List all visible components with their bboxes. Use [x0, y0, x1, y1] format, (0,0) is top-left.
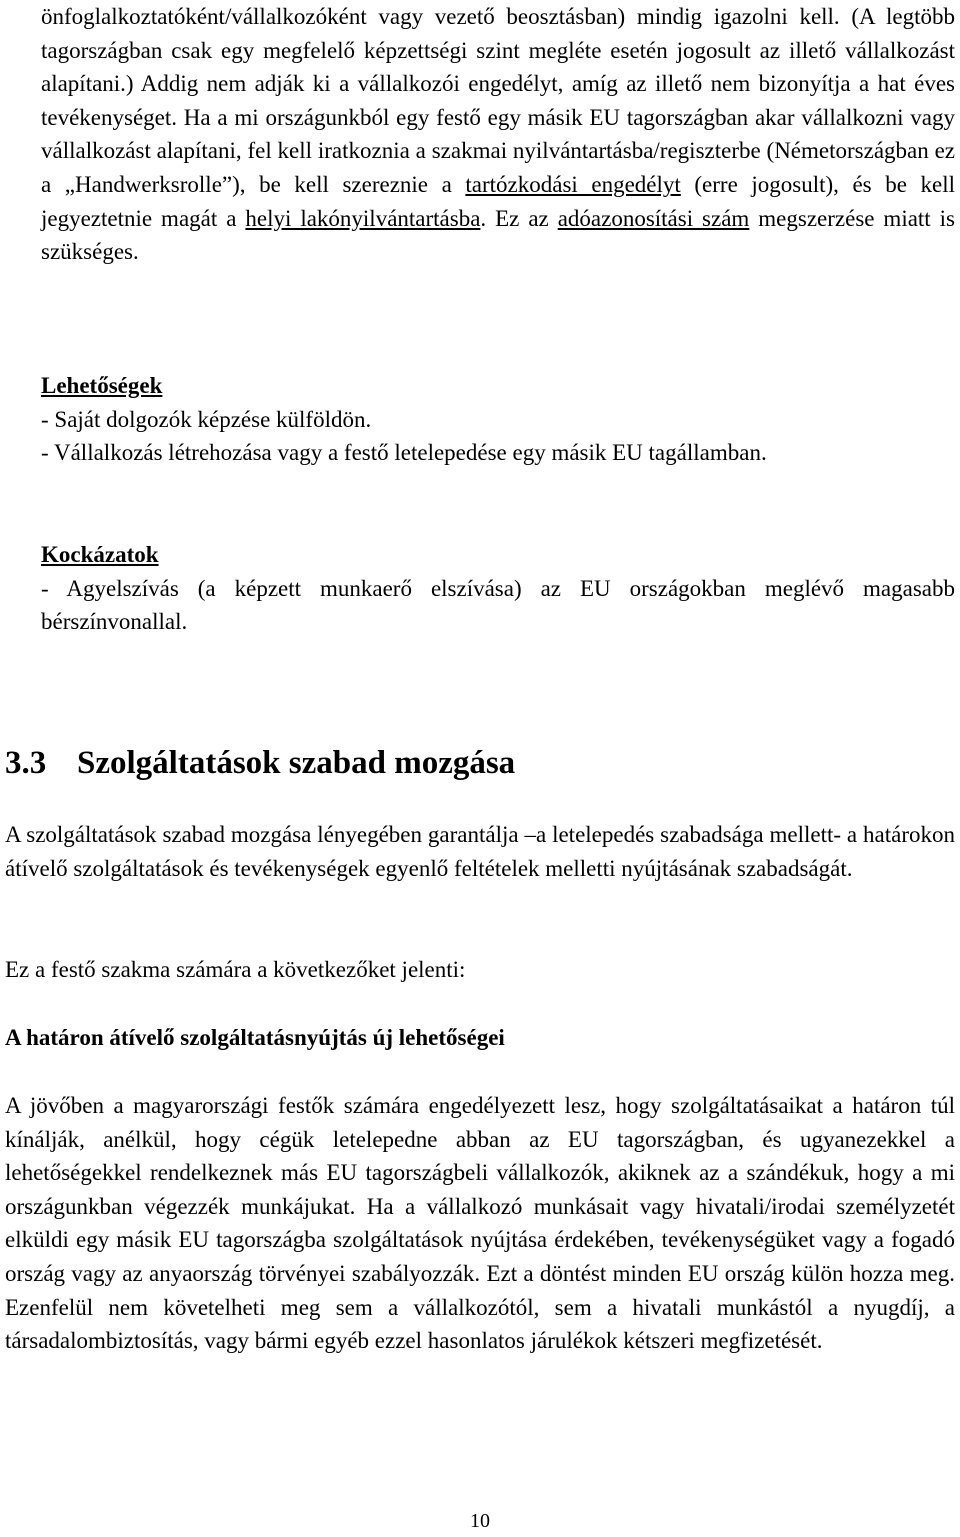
paragraph-text: (erre jogosult), és be kell jegyeztetnie magát a — [41, 171, 956, 231]
page-number: 10 — [470, 1510, 490, 1532]
link-residence-permit[interactable]: tartózkodási engedélyt — [465, 171, 681, 197]
section-heading — [5, 739, 515, 787]
list-item: - Agyelszívás (a képzett munkaerő elszívása) az EU országokban meglévő magasabb bérszínvonallal. — [41, 575, 955, 635]
list-item: - Vállalkozás létrehozása vagy a festő letelepedése egy másik EU tagállamban. — [41, 440, 767, 466]
section-number: 3.3 — [5, 745, 47, 781]
paragraph-text: megszerzése miatt is szükséges. — [41, 205, 955, 265]
paragraph-text: önfoglalkoztatóként/vállalkozóként vagy vezető beosztásban) mindig igazolni kell. (A legtöbb tagországban csak egy megfelelő képzettségi szint megléte esetén jogosult az illető vállalkozást alapítani.) Addig nem adják ki a vállalkozói engedélyt, amíg az illető nem bizonyítja a hat éves tevékenységet. Ha a mi országunkból egy festő egy másik EU tagországban akar vállalkozni vagy vállalkozást alapítani, fel kell iratkoznia a szakmai nyilvántartásba/regiszterbe (Németországban ez a „Handwerksrolle”), be kell szereznie a — [41, 4, 955, 197]
opportunities-section — [41, 369, 955, 470]
body-paragraph-establishment — [41, 0, 955, 269]
body-paragraph-future: A jövőben a magyarországi festők számára engedélyezett lesz, hogy szolgáltatásaikat a határon túl kínálják, anélkül, hogy cégük letelepedne abban az EU tagországban, és ugyanezekkel a lehetőségekkel rendelkeznek más EU tagországbeli vállalkozók, akiknek az a szándékuk, hogy a mi országunkban végezzék munkájukat. Ha a vállalkozó munkásait vagy hivatali/irodai személyzetét elküldi egy másik EU tagországba szolgáltatások nyújtása érdekében, tevékenységüket vagy a fogadó ország vagy az anyaország törvényei szabályozzák. Ezt a döntést minden EU ország külön hozza meg. Ezenfelül nem követelheti meg sem a vállalkozótól, sem a hivatali munkástól a nyugdíj, a társadalombiztosítás, vagy bármi egyéb ezzel hasonlatos járulékok kétszeri megfizetését. — [5, 1093, 955, 1354]
paragraph-text: . Ez az — [480, 205, 558, 231]
link-tax-id[interactable]: adóazonosítási szám — [557, 205, 750, 231]
link-local-registry[interactable]: helyi lakónyilvántartásba — [245, 205, 481, 231]
section-title: Szolgáltatások szabad mozgása — [77, 745, 516, 781]
body-paragraph-intro: A szolgáltatások szabad mozgása lényegében garantálja –a letelepedés szabadsága mellett- a határokon átívelő szolgáltatások és tevékenységek egyenlő feltételek melletti nyújtásának szabadságát. — [5, 822, 955, 881]
opportunities-heading: Lehetőségek — [41, 373, 163, 398]
body-paragraph-meaning: Ez a festő szakma számára a következőket jelenti: — [5, 957, 466, 982]
subsection-heading: A határon átívelő szolgáltatásnyújtás új lehetőségei — [5, 1025, 505, 1050]
risks-heading: Kockázatok — [41, 542, 159, 567]
risks-section — [41, 538, 955, 639]
list-item: - Saját dolgozók képzése külföldön. — [41, 406, 372, 432]
